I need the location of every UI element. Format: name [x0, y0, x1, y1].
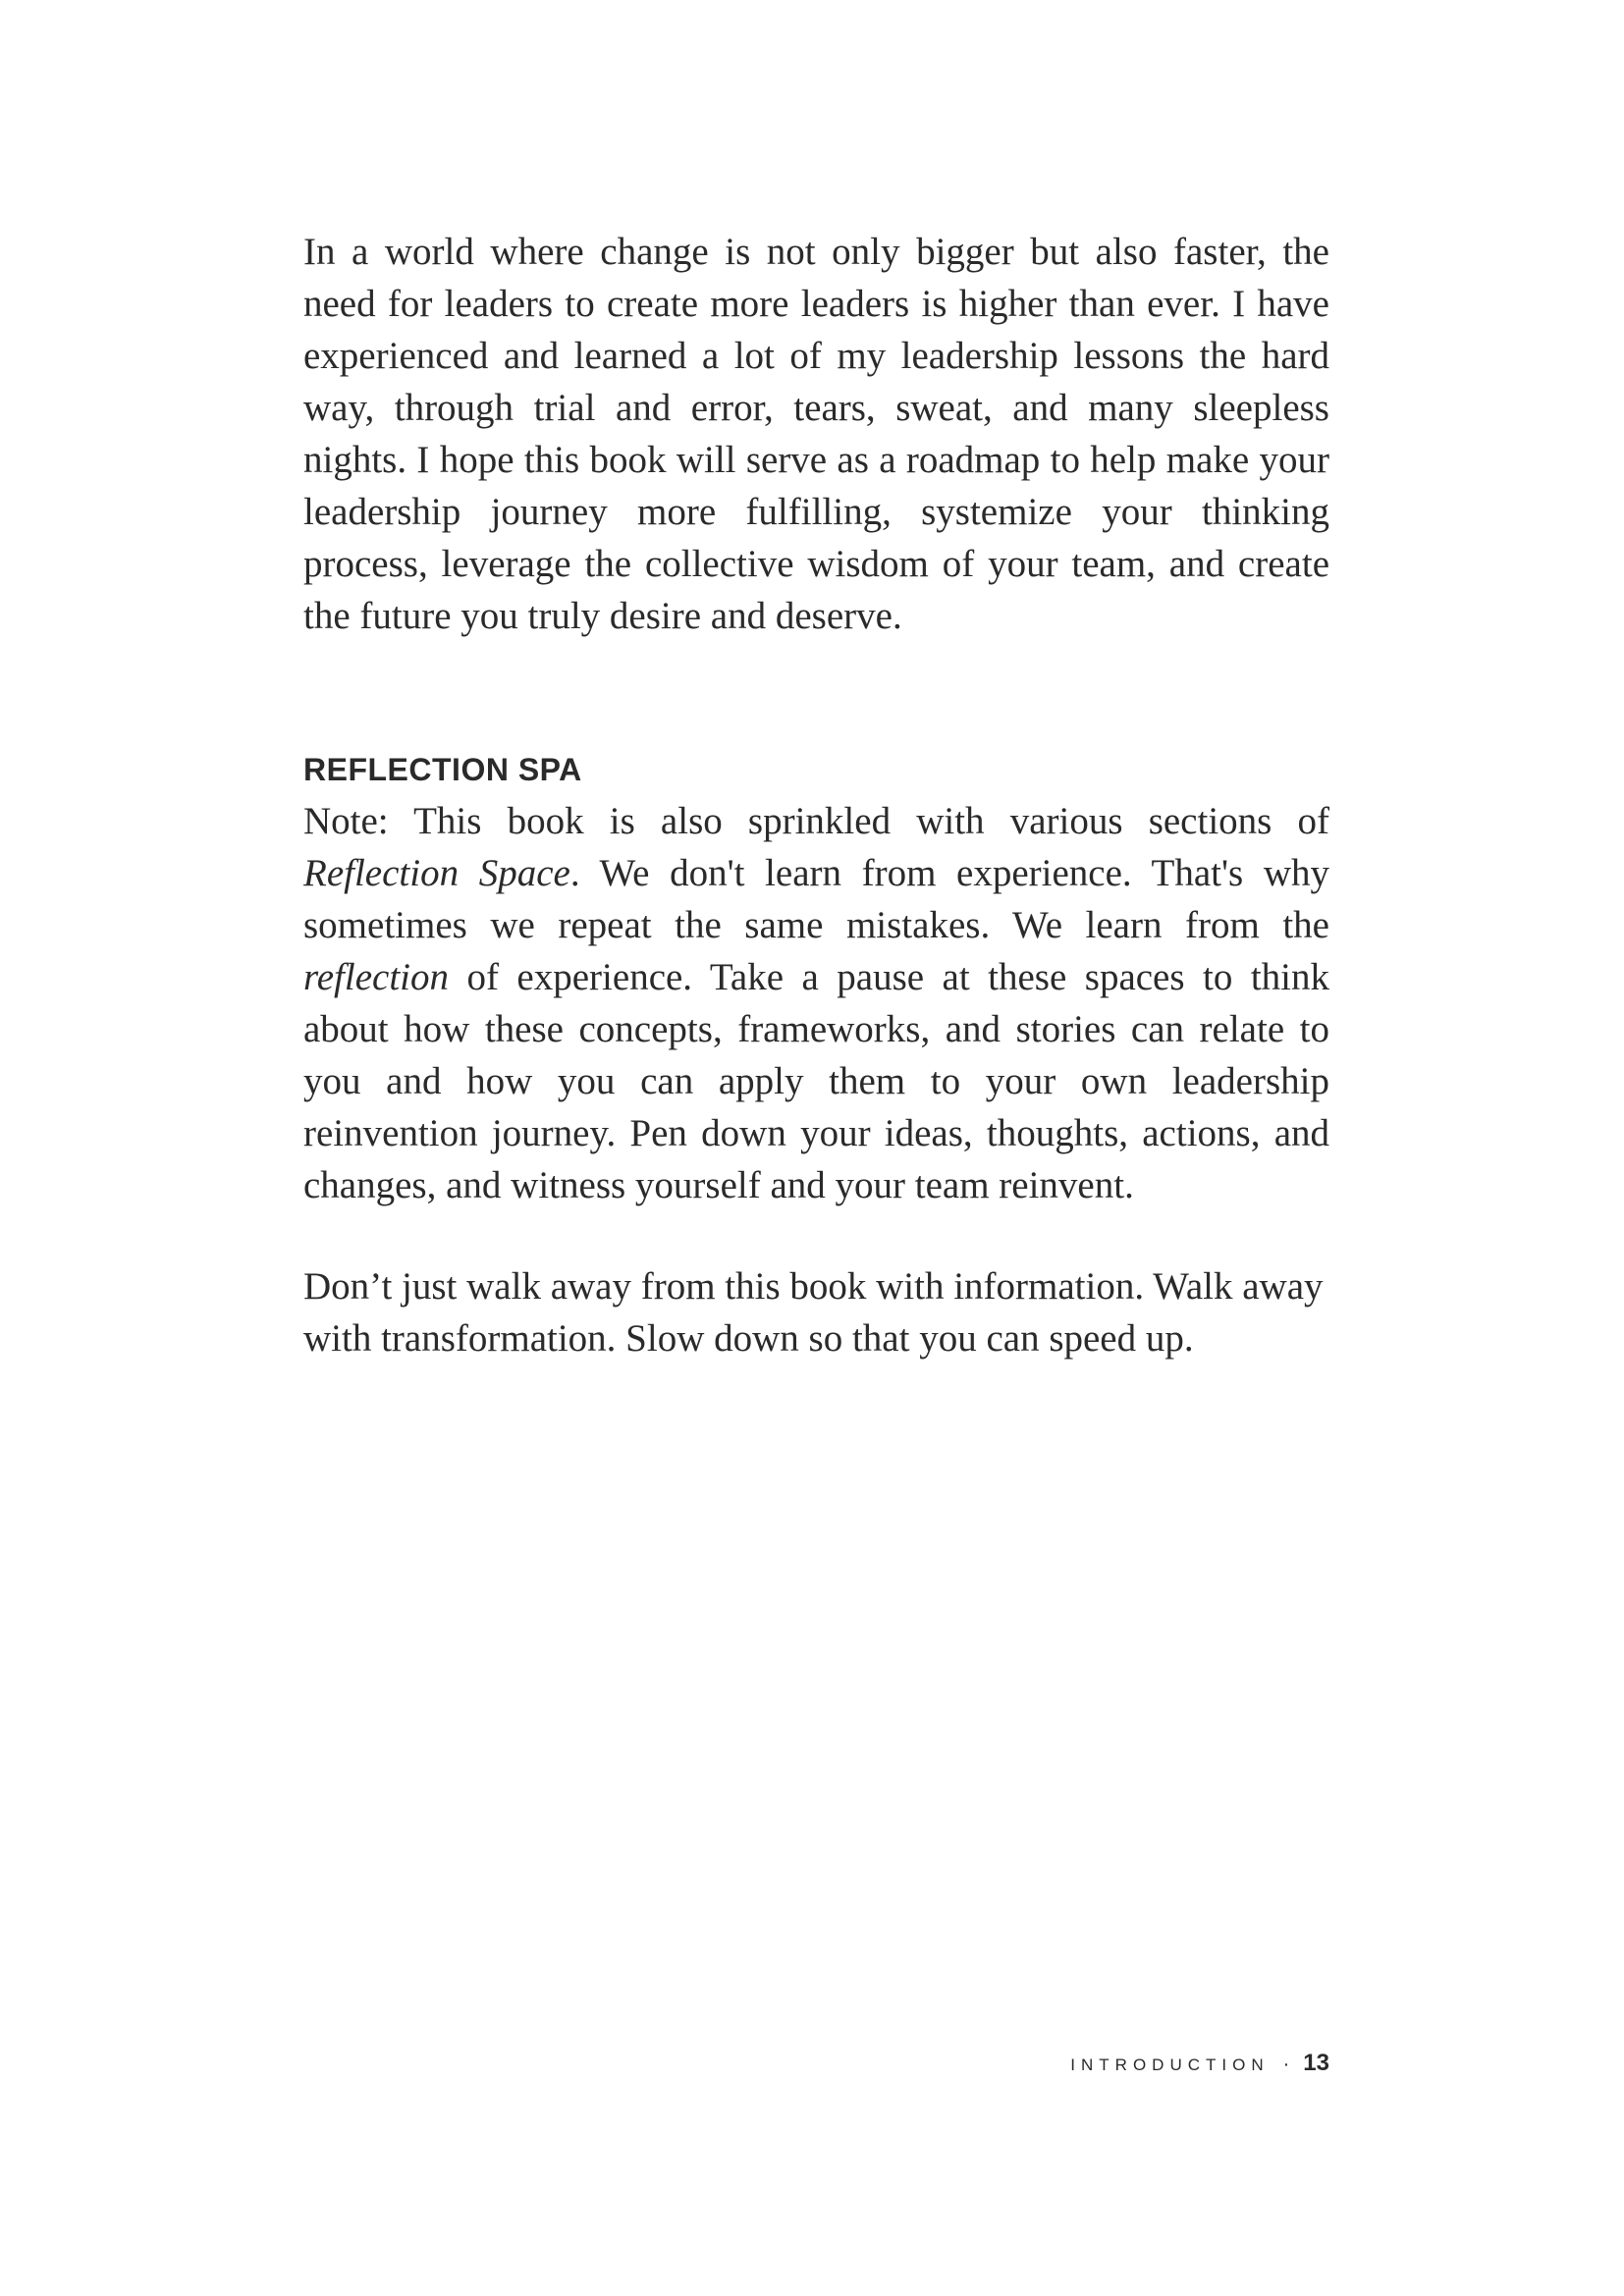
- running-head: INTRODUCTION: [1070, 2056, 1270, 2074]
- section-heading-reflection: REFLECTION SPA: [303, 752, 582, 787]
- footer-separator: ·: [1282, 2054, 1290, 2075]
- closing-paragraph: Don’t just walk away from this book with information. Walk away with transformation. Slow down so that you can speed up.: [303, 1265, 1324, 1360]
- reflection-note-paragraph: [303, 795, 1329, 1211]
- page-number: 13: [1303, 2050, 1329, 2076]
- note-text-part1: Note: This book is also sprinkled with various sections of: [303, 800, 1329, 842]
- note-text-part2: . We don't learn from experience. That's why sometimes we repeat the same mistakes. We learn from the: [303, 852, 1329, 946]
- note-italic-reflection-space: Reflection Space: [303, 852, 570, 894]
- intro-paragraph: In a world where change is not only bigger but also faster, the need for leaders to create more leaders is higher than ever. I have experienced and learned a lot of my leadership lessons the hard way, through trial and error, tears, sweat, and many sleepless nights. I hope this book will serve as a roadmap to help make your leadership journey more fulfilling, systemize your thinking process, leverage the collective wisdom of your team, and create the future you truly desire and deserve.: [303, 231, 1329, 637]
- note-italic-reflection: reflection: [303, 956, 450, 998]
- note-text-part3: of experience. Take a pause at these spaces to think about how these concepts, frameworks, and stories can relate to you and how you can apply them to your own leadership reinvention journey. Pen down your ideas, thoughts, actions, and changes, and witness yourself and your team reinvent.: [303, 956, 1329, 1206]
- page-footer: [1070, 2050, 1329, 2077]
